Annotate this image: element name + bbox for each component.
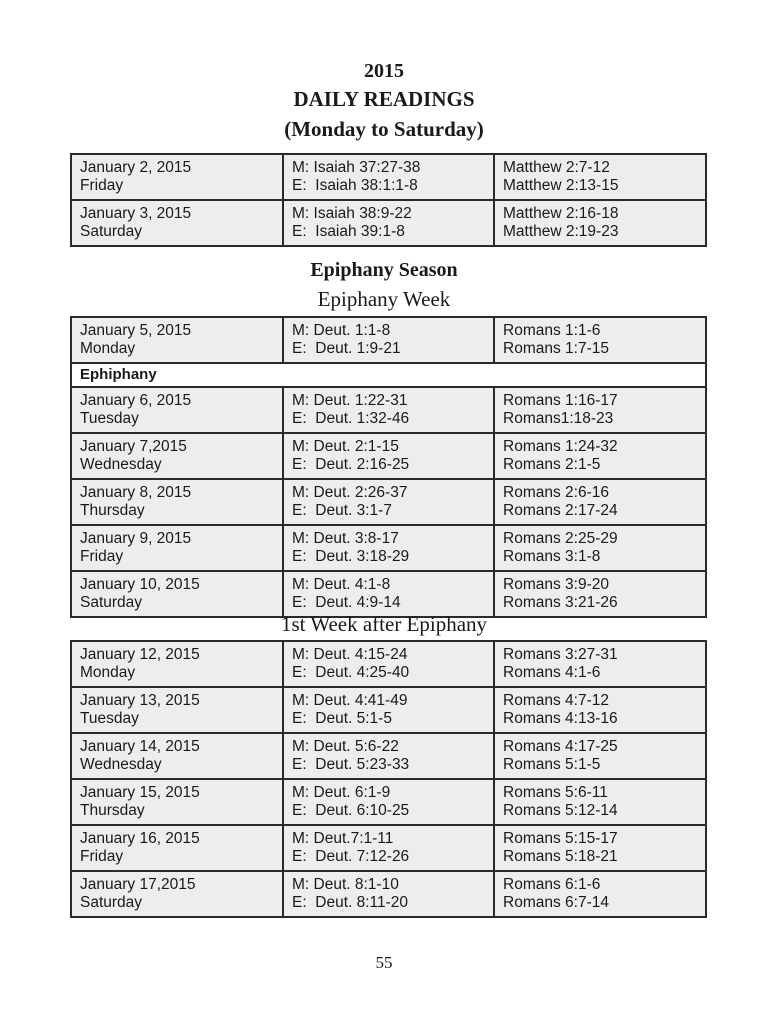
- morning-reading: M: Isaiah 38:9-22: [292, 205, 412, 222]
- date-cell: [71, 687, 283, 733]
- nt-reading-2: Romans 3:21-26: [503, 594, 618, 611]
- old-testament-cell: [283, 571, 494, 617]
- morning-reading: M: Deut.7:1-11: [292, 830, 394, 847]
- evening-reading: E: Deut. 3:18-29: [292, 548, 410, 565]
- nt-reading-2: Matthew 2:13-15: [503, 177, 619, 194]
- new-testament-cell: [494, 317, 706, 363]
- table-row: [71, 433, 706, 479]
- nt-reading-1: Romans 2:25-29: [503, 530, 618, 547]
- old-testament-cell: [283, 525, 494, 571]
- new-testament-cell: [494, 733, 706, 779]
- evening-reading: E: Deut. 5:1-5: [292, 710, 392, 727]
- nt-reading-2: Romans 2:1-5: [503, 456, 601, 473]
- date-cell: [71, 571, 283, 617]
- morning-reading: M: Deut. 4:1-8: [292, 576, 391, 593]
- nt-reading-2: Romans 6:7-14: [503, 894, 609, 911]
- nt-reading-2: Romans 5:12-14: [503, 802, 618, 819]
- nt-reading-2: Romans 4:1-6: [503, 664, 601, 681]
- nt-reading-1: Romans 6:1-6: [503, 876, 601, 893]
- epiphany-week-table: [70, 316, 707, 618]
- evening-reading: E: Deut. 3:1-7: [292, 502, 392, 519]
- nt-reading-1: Romans 1:16-17: [503, 392, 618, 409]
- date: January 8, 2015: [80, 484, 192, 501]
- morning-reading: M: Deut. 2:1-15: [292, 438, 399, 455]
- table-row: [71, 387, 706, 433]
- old-testament-cell: [283, 779, 494, 825]
- table-row: [71, 317, 706, 363]
- evening-reading: E: Deut. 1:32-46: [292, 410, 410, 427]
- morning-reading: M: Deut. 4:41-49: [292, 692, 408, 709]
- new-testament-cell: [494, 200, 706, 246]
- morning-reading: M: Deut. 4:15-24: [292, 646, 408, 663]
- new-testament-cell: [494, 641, 706, 687]
- old-testament-cell: [283, 479, 494, 525]
- table-row: [71, 571, 706, 617]
- first-week-table: [70, 640, 707, 918]
- old-testament-cell: [283, 317, 494, 363]
- date-cell: [71, 871, 283, 917]
- date-cell: [71, 733, 283, 779]
- evening-reading: E: Deut. 7:12-26: [292, 848, 410, 865]
- evening-reading: E: Deut. 5:23-33: [292, 756, 410, 773]
- table-row: [71, 779, 706, 825]
- week-title-epiphany: Epiphany Week: [317, 287, 451, 311]
- evening-reading: E: Deut. 4:25-40: [292, 664, 410, 681]
- nt-reading-2: Romans 4:13-16: [503, 710, 618, 727]
- intro-readings-table: [70, 153, 707, 247]
- page-number: 55: [375, 953, 393, 972]
- nt-reading-2: Romans 5:1-5: [503, 756, 601, 773]
- weekday: Monday: [80, 664, 136, 681]
- date: January 5, 2015: [80, 322, 192, 339]
- date: January 3, 2015: [80, 205, 192, 222]
- nt-reading-1: Romans 5:6-11: [503, 784, 608, 801]
- date: January 10, 2015: [80, 576, 200, 593]
- evening-reading: E: Isaiah 39:1-8: [292, 223, 405, 240]
- date: January 6, 2015: [80, 392, 192, 409]
- old-testament-cell: [283, 387, 494, 433]
- feast-label-row: [71, 363, 706, 387]
- old-testament-cell: [283, 687, 494, 733]
- nt-reading-2: Matthew 2:19-23: [503, 223, 619, 240]
- nt-reading-1: Romans 4:17-25: [503, 738, 618, 755]
- date-cell: [71, 154, 283, 200]
- nt-reading-1: Romans 1:24-32: [503, 438, 618, 455]
- evening-reading: E: Isaiah 38:1:1-8: [292, 177, 418, 194]
- weekday: Saturday: [80, 894, 143, 911]
- weekday: Tuesday: [80, 710, 139, 727]
- date: January 14, 2015: [80, 738, 200, 755]
- old-testament-cell: [283, 433, 494, 479]
- new-testament-cell: [494, 154, 706, 200]
- date: January 16, 2015: [80, 830, 200, 847]
- new-testament-cell: [494, 571, 706, 617]
- morning-reading: M: Deut. 6:1-9: [292, 784, 391, 801]
- nt-reading-2: Romans1:18-23: [503, 410, 614, 427]
- date-cell: [71, 525, 283, 571]
- date-cell: [71, 200, 283, 246]
- table-row: [71, 479, 706, 525]
- nt-reading-2: Romans 3:1-8: [503, 548, 601, 565]
- evening-reading: E: Deut. 6:10-25: [292, 802, 410, 819]
- nt-reading-2: Romans 5:18-21: [503, 848, 618, 865]
- season-title: Epiphany Season: [310, 259, 458, 281]
- nt-reading-1: Matthew 2:16-18: [503, 205, 619, 222]
- new-testament-cell: [494, 525, 706, 571]
- table-row: [71, 641, 706, 687]
- date: January 7,2015: [80, 438, 187, 455]
- weekday: Thursday: [80, 502, 145, 519]
- nt-reading-1: Romans 3:9-20: [503, 576, 609, 593]
- date-cell: [71, 825, 283, 871]
- nt-reading-1: Romans 3:27-31: [503, 646, 618, 663]
- morning-reading: M: Deut. 3:8-17: [292, 530, 399, 547]
- morning-reading: M: Deut. 8:1-10: [292, 876, 399, 893]
- weekday: Thursday: [80, 802, 145, 819]
- nt-reading-1: Romans 5:15-17: [503, 830, 618, 847]
- weekday: Friday: [80, 548, 124, 565]
- morning-reading: M: Isaiah 37:27-38: [292, 159, 421, 176]
- new-testament-cell: [494, 387, 706, 433]
- date-cell: [71, 387, 283, 433]
- table-row: [71, 525, 706, 571]
- feast-label: Ephiphany: [71, 363, 706, 387]
- nt-reading-1: Romans 2:6-16: [503, 484, 609, 501]
- date-cell: [71, 433, 283, 479]
- date-cell: [71, 779, 283, 825]
- new-testament-cell: [494, 479, 706, 525]
- evening-reading: E: Deut. 8:11-20: [292, 894, 409, 911]
- old-testament-cell: [283, 871, 494, 917]
- page-title: DAILY READINGS: [293, 87, 475, 111]
- date-cell: [71, 479, 283, 525]
- table-row: [71, 200, 706, 246]
- date: January 17,2015: [80, 876, 196, 893]
- weekday: Tuesday: [80, 410, 139, 427]
- table-row: [71, 825, 706, 871]
- page-subtitle: (Monday to Saturday): [284, 117, 484, 141]
- table-row: [71, 154, 706, 200]
- table-row: [71, 733, 706, 779]
- date-cell: [71, 317, 283, 363]
- table-row: [71, 687, 706, 733]
- weekday: Friday: [80, 177, 124, 194]
- weekday: Saturday: [80, 594, 143, 611]
- new-testament-cell: [494, 687, 706, 733]
- weekday: Wednesday: [80, 756, 162, 773]
- week-title-first-after-epiphany: 1st Week after Epiphany: [280, 612, 488, 636]
- old-testament-cell: [283, 641, 494, 687]
- weekday: Monday: [80, 340, 136, 357]
- old-testament-cell: [283, 825, 494, 871]
- nt-reading-1: Romans 4:7-12: [503, 692, 609, 709]
- evening-reading: E: Deut. 4:9-14: [292, 594, 401, 611]
- page-year: 2015: [364, 60, 404, 82]
- date: January 2, 2015: [80, 159, 192, 176]
- new-testament-cell: [494, 825, 706, 871]
- morning-reading: M: Deut. 2:26-37: [292, 484, 408, 501]
- old-testament-cell: [283, 200, 494, 246]
- old-testament-cell: [283, 733, 494, 779]
- morning-reading: M: Deut. 5:6-22: [292, 738, 399, 755]
- date: January 9, 2015: [80, 530, 192, 547]
- table-row: [71, 871, 706, 917]
- nt-reading-2: Romans 2:17-24: [503, 502, 618, 519]
- date: January 13, 2015: [80, 692, 200, 709]
- old-testament-cell: [283, 154, 494, 200]
- new-testament-cell: [494, 433, 706, 479]
- weekday: Friday: [80, 848, 124, 865]
- date-cell: [71, 641, 283, 687]
- nt-reading-1: Matthew 2:7-12: [503, 159, 610, 176]
- date: January 15, 2015: [80, 784, 200, 801]
- nt-reading-2: Romans 1:7-15: [503, 340, 609, 357]
- new-testament-cell: [494, 779, 706, 825]
- morning-reading: M: Deut. 1:22-31: [292, 392, 408, 409]
- nt-reading-1: Romans 1:1-6: [503, 322, 601, 339]
- date: January 12, 2015: [80, 646, 200, 663]
- morning-reading: M: Deut. 1:1-8: [292, 322, 391, 339]
- evening-reading: E: Deut. 1:9-21: [292, 340, 401, 357]
- weekday: Saturday: [80, 223, 143, 240]
- new-testament-cell: [494, 871, 706, 917]
- weekday: Wednesday: [80, 456, 162, 473]
- evening-reading: E: Deut. 2:16-25: [292, 456, 410, 473]
